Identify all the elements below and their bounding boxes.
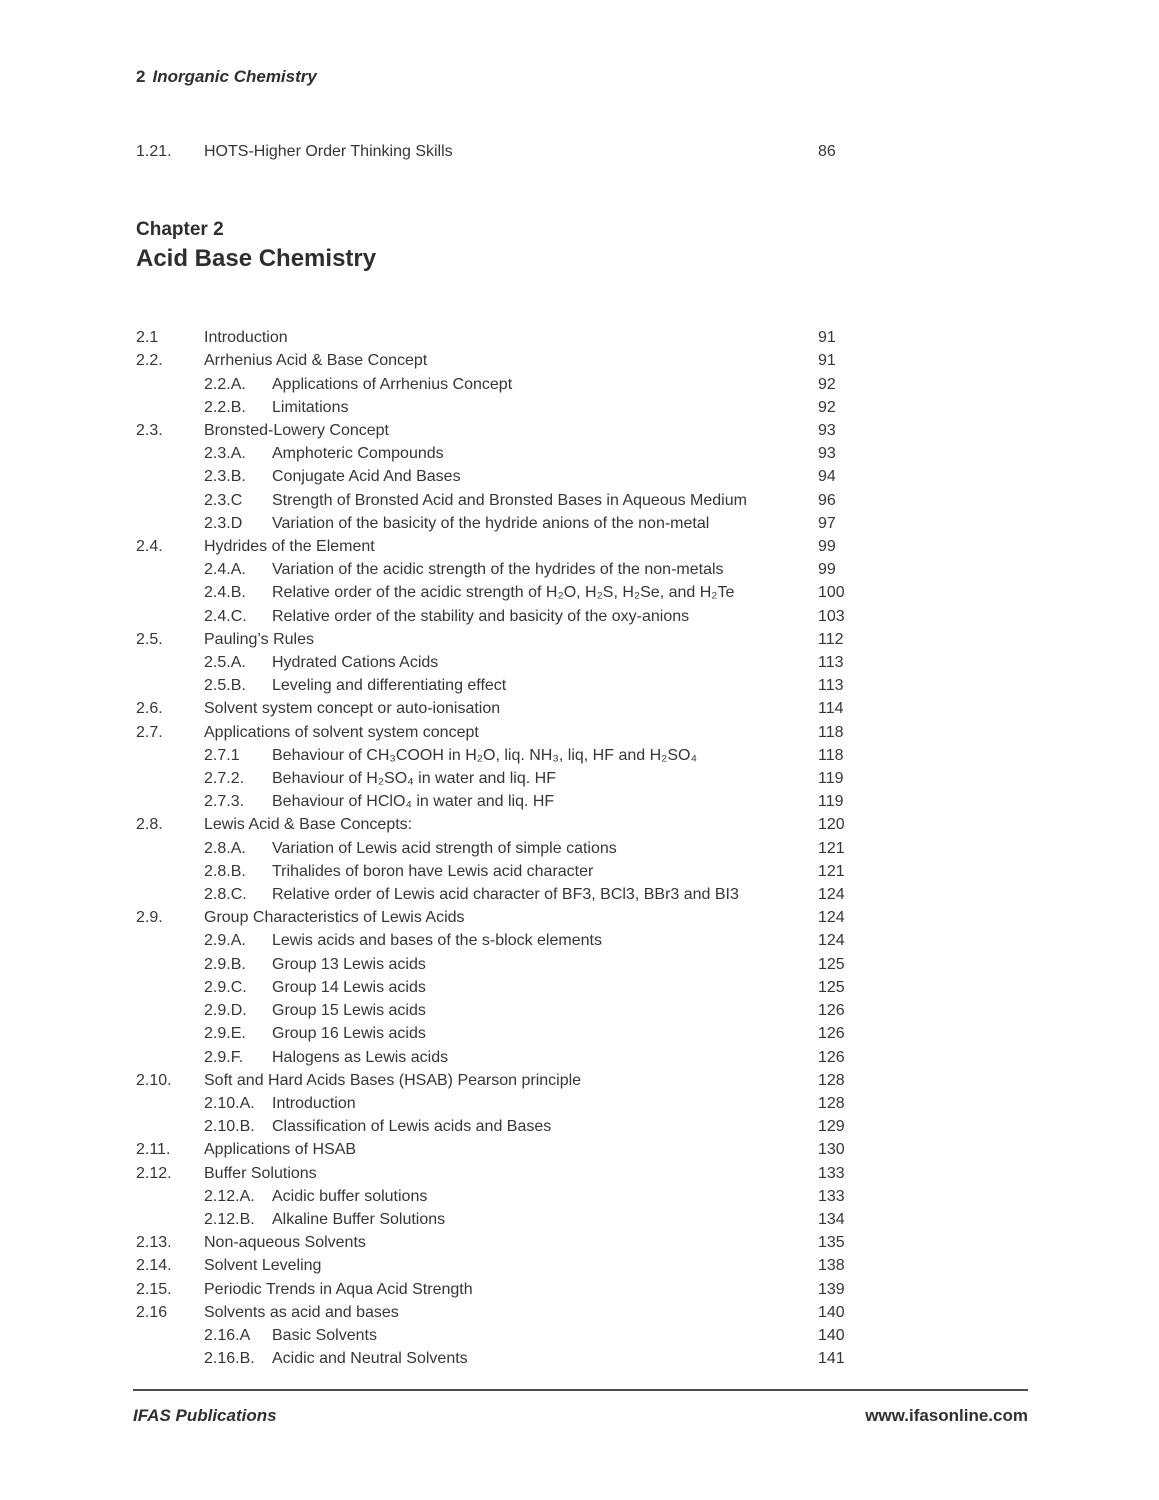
toc-entry-page: 125	[818, 978, 845, 996]
toc-entry-title: Lewis acids and bases of the s-block elements	[272, 932, 602, 950]
footer-publisher: IFAS Publications	[133, 1406, 277, 1425]
toc-entry-number: 2.7.	[136, 723, 163, 741]
toc-entry-page: 125	[818, 955, 845, 973]
toc-entry-title: Solvents as acid and bases	[204, 1303, 399, 1321]
toc-row	[136, 929, 1026, 952]
toc-row	[136, 326, 1026, 349]
toc-row	[136, 1324, 1026, 1347]
toc-entry-page: 126	[818, 1025, 845, 1043]
toc-entry-number: 2.15.	[136, 1280, 172, 1298]
toc-entry-title: Classification of Lewis acids and Bases	[272, 1118, 552, 1136]
toc-entry-number: 2.2.B.	[204, 398, 246, 416]
toc-entry-number: 2.1	[136, 329, 159, 347]
toc-row	[136, 721, 1026, 744]
toc-entry-page: 140	[818, 1303, 845, 1321]
toc-entry-page: 100	[818, 584, 845, 602]
toc-row	[136, 906, 1026, 929]
toc-entry-number: 2.3.D	[204, 514, 243, 532]
toc-entry-number: 2.8.	[136, 816, 163, 834]
toc-row	[136, 767, 1026, 790]
running-header-book-title: Inorganic Chemistry	[152, 67, 317, 86]
toc-entry-number: 2.9.B.	[204, 955, 246, 973]
toc-entry-page: 91	[818, 352, 836, 370]
toc-entry-page: 140	[818, 1326, 845, 1344]
toc-entry-page: 103	[818, 607, 845, 625]
toc-entry-title: Introduction	[272, 1094, 356, 1112]
toc-row-previous-chapter	[136, 140, 1026, 163]
toc-entry-title: Strength of Bronsted Acid and Bronsted Bases in Aqueous Medium	[272, 491, 747, 509]
toc-entry-page: 121	[818, 839, 845, 857]
toc-entry-page: 93	[818, 422, 836, 440]
toc-entry-title: Alkaline Buffer Solutions	[272, 1210, 446, 1228]
toc-entry-page: 94	[818, 468, 836, 486]
chapter-heading	[136, 216, 1026, 274]
toc-entry-page: 93	[818, 445, 836, 463]
toc-entry-number: 2.7.3.	[204, 793, 245, 811]
toc-entry-number: 2.9.E.	[204, 1025, 246, 1043]
toc-entry-number: 2.3.A.	[204, 445, 246, 463]
toc-entry-title: Bronsted-Lowery Concept	[204, 422, 389, 440]
toc-row	[136, 1231, 1026, 1254]
toc-entry-title: Pauling’s Rules	[204, 630, 314, 648]
toc-entry-title: Group 15 Lewis acids	[272, 1002, 426, 1020]
toc-entry-title: Halogens as Lewis acids	[272, 1048, 449, 1066]
toc-entry-number: 2.5.A.	[204, 654, 246, 672]
toc-entry-page: 97	[818, 514, 836, 532]
toc-entry-number: 2.10.	[136, 1071, 172, 1089]
toc-entry-page: 124	[818, 886, 845, 904]
toc-entry-page: 119	[818, 793, 844, 811]
toc-row	[136, 837, 1026, 860]
toc-row	[136, 953, 1026, 976]
toc-row	[136, 558, 1026, 581]
toc-entry-title: Applications of solvent system concept	[204, 723, 479, 741]
toc-row	[136, 396, 1026, 419]
toc-row	[136, 1138, 1026, 1161]
toc-entry-page: 99	[818, 538, 836, 556]
toc-row	[136, 1254, 1026, 1277]
toc-row	[136, 651, 1026, 674]
toc-entry-title: Leveling and differentiating effect	[272, 677, 507, 695]
toc-entry-page: 114	[818, 700, 844, 718]
toc-row	[136, 628, 1026, 651]
toc-entry-number: 2.4.C.	[204, 607, 247, 625]
toc-entry-page: 128	[818, 1071, 845, 1089]
toc-entry-number: 2.9.A.	[204, 932, 246, 950]
toc-row	[136, 883, 1026, 906]
toc-entry-page: 121	[818, 862, 845, 880]
toc-entry-page: 124	[818, 909, 845, 927]
toc-entry-number: 2.6.	[136, 700, 163, 718]
toc-row	[136, 1022, 1026, 1045]
toc-entry-page: 92	[818, 398, 836, 416]
toc-entry-number: 2.9.	[136, 909, 163, 927]
toc-row	[136, 349, 1026, 372]
toc-entry-title: HOTS-Higher Order Thinking Skills	[204, 143, 453, 160]
toc-entry-title: Variation of Lewis acid strength of simple cations	[272, 839, 617, 857]
toc-row	[136, 1185, 1026, 1208]
toc-entry-number: 2.11.	[136, 1141, 171, 1159]
toc-entry-page: 92	[818, 375, 836, 393]
toc-entry-number: 2.16.A	[204, 1326, 251, 1344]
toc-entry-number: 2.8.A.	[204, 839, 246, 857]
toc-row	[136, 674, 1026, 697]
toc-entry-title: Group 16 Lewis acids	[272, 1025, 426, 1043]
toc-entry-title: Relative order of the stability and basicity of the oxy-anions	[272, 607, 690, 625]
toc-entry-number: 1.21.	[136, 143, 172, 160]
toc-row	[136, 697, 1026, 720]
toc-row	[136, 1278, 1026, 1301]
toc-row	[136, 1347, 1026, 1370]
toc-row	[136, 535, 1026, 558]
toc-entry-title: Non-aqueous Solvents	[204, 1234, 366, 1252]
toc-row	[136, 581, 1026, 604]
toc-entry-number: 2.7.1	[204, 746, 240, 764]
toc-entry-page: 130	[818, 1141, 845, 1159]
footer-website: www.ifasonline.com	[865, 1406, 1028, 1425]
page-footer	[133, 1389, 1028, 1426]
toc-entry-number: 2.4.	[136, 538, 163, 556]
running-header-chapter-number: 2	[136, 67, 146, 86]
toc-entry-title: Basic Solvents	[272, 1326, 377, 1344]
toc-entry-page: 112	[818, 630, 844, 648]
toc-entry-number: 2.4.B.	[204, 584, 246, 602]
toc-entry-title: Hydrated Cations Acids	[272, 654, 439, 672]
toc-entry-number: 2.9.F.	[204, 1048, 244, 1066]
toc-entry-title: Variation of the acidic strength of the hydrides of the non-metals	[272, 561, 724, 579]
toc-entry-number: 2.3.B.	[204, 468, 246, 486]
toc-entry-title: Behaviour of H₂SO₄ in water and liq. HF	[272, 770, 556, 788]
toc-entry-title: Applications of HSAB	[204, 1141, 357, 1159]
chapter-label: Chapter 2	[136, 219, 224, 241]
toc-row	[136, 605, 1026, 628]
toc-entry-number: 2.7.2.	[204, 770, 245, 788]
toc-list	[136, 326, 1026, 1370]
toc-entry-title: Lewis Acid & Base Concepts:	[204, 816, 413, 834]
toc-entry-number: 2.8.C.	[204, 886, 247, 904]
toc-entry-page: 113	[818, 677, 844, 695]
toc-entry-page: 91	[818, 329, 836, 347]
toc-entry-title: Acidic and Neutral Solvents	[272, 1350, 468, 1368]
chapter-title: Acid Base Chemistry	[136, 245, 377, 273]
toc-entry-number: 2.12.	[136, 1164, 172, 1182]
toc-entry-title: Group 13 Lewis acids	[272, 955, 426, 973]
toc-entry-number: 2.3.	[136, 422, 163, 440]
toc-row	[136, 442, 1026, 465]
toc-entry-title: Buffer Solutions	[204, 1164, 317, 1182]
toc-entry-number: 2.12.B.	[204, 1210, 255, 1228]
toc-entry-title: Conjugate Acid And Bases	[272, 468, 461, 486]
toc-entry-number: 2.5.B.	[204, 677, 246, 695]
toc-entry-number: 2.5.	[136, 630, 163, 648]
toc-row	[136, 976, 1026, 999]
running-header	[136, 66, 1026, 88]
toc-row	[136, 1069, 1026, 1092]
toc-entry-page: 134	[818, 1210, 845, 1228]
toc-entry-number: 2.14.	[136, 1257, 172, 1275]
toc-entry-page: 128	[818, 1094, 845, 1112]
toc-entry-number: 2.16.B.	[204, 1350, 255, 1368]
toc-entry-page: 113	[818, 654, 844, 672]
toc-entry-number: 2.9.D.	[204, 1002, 247, 1020]
toc-entry-title: Acidic buffer solutions	[272, 1187, 428, 1205]
toc-entry-page: 139	[818, 1280, 845, 1298]
toc-row	[136, 373, 1026, 396]
toc-row	[136, 1208, 1026, 1231]
toc-entry-number: 2.8.B.	[204, 862, 246, 880]
toc-entry-page: 86	[818, 143, 836, 160]
toc-row	[136, 813, 1026, 836]
toc-entry-page: 133	[818, 1164, 845, 1182]
toc-entry-number: 2.10.A.	[204, 1094, 255, 1112]
toc-entry-title: Arrhenius Acid & Base Concept	[204, 352, 428, 370]
toc-row	[136, 1301, 1026, 1324]
toc-entry-number: 2.4.A.	[204, 561, 246, 579]
toc-row	[136, 1162, 1026, 1185]
toc-entry-title: Amphoteric Compounds	[272, 445, 444, 463]
toc-row	[136, 1046, 1026, 1069]
toc-entry-page: 118	[818, 723, 844, 741]
toc-entry-page: 129	[818, 1118, 845, 1136]
toc-entry-title: Variation of the basicity of the hydride anions of the non-metal	[272, 514, 710, 532]
toc-entry-page: 141	[818, 1350, 845, 1368]
toc-entry-number: 2.3.C	[204, 491, 243, 509]
toc-row	[136, 465, 1026, 488]
toc-row	[136, 1115, 1026, 1138]
toc-row	[136, 512, 1026, 535]
toc-entry-title: Solvent system concept or auto-ionisation	[204, 700, 501, 718]
toc-entry-title: Trihalides of boron have Lewis acid character	[272, 862, 594, 880]
toc-row	[136, 489, 1026, 512]
toc-entry-title: Introduction	[204, 329, 288, 347]
toc-entry-title: Behaviour of HClO₄ in water and liq. HF	[272, 793, 555, 811]
toc-entry-title: Soft and Hard Acids Bases (HSAB) Pearson principle	[204, 1071, 582, 1089]
toc-entry-title: Relative order of Lewis acid character of BF3, BCl3, BBr3 and BI3	[272, 886, 739, 904]
toc-entry-title: Solvent Leveling	[204, 1257, 322, 1275]
toc-entry-number: 2.16	[136, 1303, 168, 1321]
toc-entry-title: Periodic Trends in Aqua Acid Strength	[204, 1280, 473, 1298]
toc-entry-page: 96	[818, 491, 836, 509]
toc-entry-title: Relative order of the acidic strength of H₂O, H₂S, H₂Se, and H₂Te	[272, 584, 735, 602]
toc-entry-number: 2.12.A.	[204, 1187, 255, 1205]
toc-entry-number: 2.9.C.	[204, 978, 247, 996]
toc-entry-number: 2.10.B.	[204, 1118, 255, 1136]
toc-entry-title: Limitations	[272, 398, 349, 416]
toc-entry-page: 126	[818, 1048, 845, 1066]
toc-row	[136, 1092, 1026, 1115]
toc-entry-page: 126	[818, 1002, 845, 1020]
toc-row	[136, 790, 1026, 813]
toc-row	[136, 419, 1026, 442]
toc-entry-page: 120	[818, 816, 845, 834]
toc-row	[136, 999, 1026, 1022]
toc-entry-page: 138	[818, 1257, 845, 1275]
toc-entry-page: 135	[818, 1234, 845, 1252]
toc-row	[136, 860, 1026, 883]
toc-entry-title: Applications of Arrhenius Concept	[272, 375, 513, 393]
toc-entry-title: Group Characteristics of Lewis Acids	[204, 909, 465, 927]
toc-entry-page: 99	[818, 561, 836, 579]
toc-entry-page: 124	[818, 932, 845, 950]
toc-entry-number: 2.2.	[136, 352, 163, 370]
toc-row	[136, 744, 1026, 767]
toc-entry-page: 119	[818, 770, 844, 788]
toc-entry-title: Hydrides of the Element	[204, 538, 375, 556]
toc-entry-number: 2.13.	[136, 1234, 172, 1252]
toc-entry-number: 2.2.A.	[204, 375, 246, 393]
toc-entry-title: Group 14 Lewis acids	[272, 978, 426, 996]
toc-entry-page: 118	[818, 746, 844, 764]
toc-entry-page: 133	[818, 1187, 845, 1205]
toc-entry-title: Behaviour of CH₃COOH in H₂O, liq. NH₃, liq, HF and H₂SO₄	[272, 746, 697, 764]
